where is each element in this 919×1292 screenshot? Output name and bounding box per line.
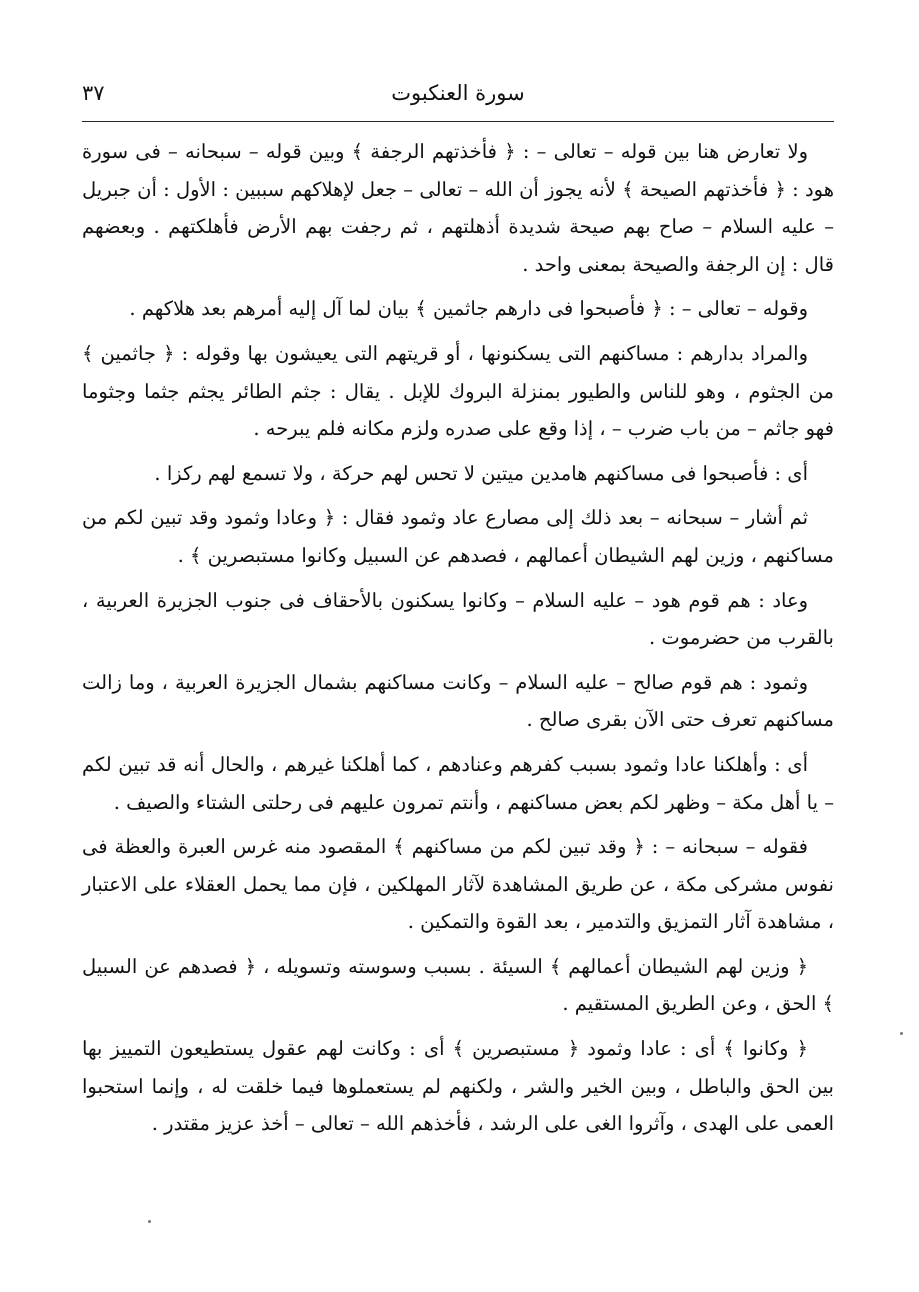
paragraph: والمراد بدارهم : مساكنهم التى يسكنونها ، أو قريتهم التى يعيشون بها وقوله : ﴿ جاثمين ﴾ من الجثوم ، وهو للناس والطيور بمنزلة البروك للإبل . يقال : جثم الطائر يجثم جثما وجثوما فهو جاثم – من باب ضرب – ، إذا وقع على صدره ولزم مكانه فلم يبرحه . — [82, 341, 834, 441]
paragraph: فقوله – سبحانه – : ﴿ وقد تبين لكم من مساكنهم ﴾ المقصود منه غرس العبرة والعظة فى نفوس مشركى مكة ، عن طريق المشاهدة لآثار المهلكين ، فإن مما يحمل العقلاء على الاعتبار ، مشاهدة آثار التمزيق والتدمير ، بعد القوة والتمكين . — [82, 835, 834, 934]
header-divider — [82, 121, 834, 122]
paragraph: ولا تعارض هنا بين قوله – تعالى – : ﴿ فأخذتهم الرجفة ﴾ وبين قوله – سبحانه – فى سورة هود : ﴿ فأخذتهم الصيحة ﴾ لأنه يجوز أن الله – تعالى – جعل لإهلاكهم سببين : الأول : أن جبريل – عليه السلام – صاح بهم صيحة شديدة أذهلتهم ، ثم رجفت بهم الأرض فأهلكتهم . وبعضهم قال : إن الرجفة والصيحة بمعنى واحد . — [82, 140, 834, 276]
paragraph: أى : فأصبحوا فى مساكنهم هامدين ميتين لا تحس لهم حركة ، ولا تسمع لهم ركزا . — [154, 461, 808, 485]
page-number: ٣٧ — [82, 81, 105, 105]
paragraph: ثم أشار – سبحانه – بعد ذلك إلى مصارع عاد وثمود فقال : ﴿ وعادا وثمود وقد تبين لكم من مساكنهم ، وزين لهم الشيطان أعمالهم ، فصدهم عن السبيل وكانوا مستبصرين ﴾ . — [82, 506, 834, 567]
paragraph: وثمود : هم قوم صالح – عليه السلام – وكانت مساكنهم بشمال الجزيرة العربية ، وما زالت مساكنهم تعرف حتى الآن بقرى صالح . — [82, 670, 834, 732]
paragraph: وقوله – تعالى – : ﴿ فأصبحوا فى دارهم جاثمين ﴾ بيان لما آل إليه أمرهم بعد هلاكهم . — [129, 297, 808, 321]
paragraph: أى : وأهلكنا عادا وثمود بسبب كفرهم وعنادهم ، كما أهلكنا غيرهم ، والحال أنه قد تبين لكم – يا أهل مكة – وظهر لكم بعض مساكنهم ، وأنتم تمرون عليهم فى رحلتى الشتاء والصيف . — [82, 752, 834, 814]
page-title: سورة العنكبوت — [391, 81, 525, 105]
paragraph: ﴿ وزين لهم الشيطان أعمالهم ﴾ السيئة . بسبب وسوسته وتسويله ، ﴿ فصدهم عن السبيل ﴾ الحق ، وعن الطريق المستقيم . — [82, 954, 834, 1016]
page-body — [82, 133, 834, 1150]
paragraph: وعاد : هم قوم هود – عليه السلام – وكانوا يسكنون بالأحقاف فى جنوب الجزيرة العربية ، بالقرب من حضرموت . — [82, 588, 834, 650]
paragraph: ﴿ وكانوا ﴾ أى : عادا وثمود ﴿ مستبصرين ﴾ أى : وكانت لهم عقول يستطيعون التمييز بها بين الحق والباطل ، وبين الخير والشر ، ولكنهم لم يستعملوها فيما خلقت له ، وإنما استحبوا العمى على الهدى ، وآثروا الغى على الرشد ، فأخذهم الله – تعالى – أخذ عزيز مقتدر . — [82, 1037, 834, 1136]
scan-speck — [900, 1032, 903, 1035]
scan-speck — [148, 1220, 151, 1223]
page-header — [82, 78, 834, 112]
